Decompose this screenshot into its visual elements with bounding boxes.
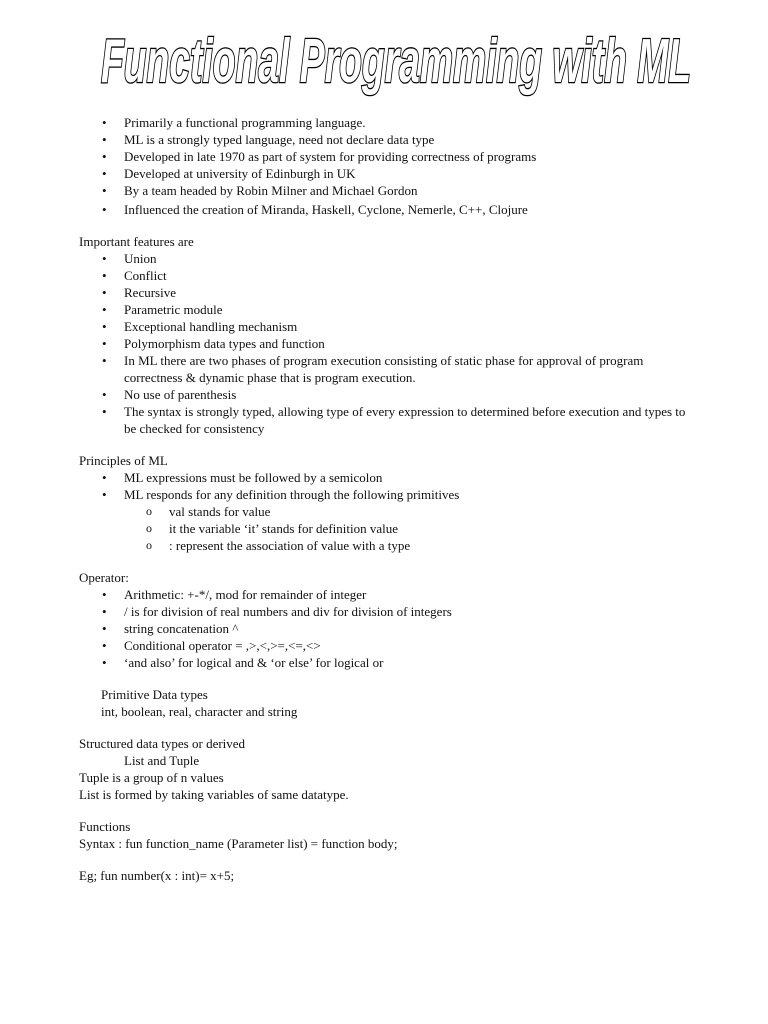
list-item: • ML responds for any definition through the following primitives (0, 486, 768, 503)
list-item: • Developed at university of Edinburgh in UK (0, 165, 768, 182)
intro-list (0, 114, 768, 218)
principles-heading: Principles of ML (79, 453, 168, 468)
list-item: • Parametric module (0, 301, 768, 318)
list-item: • Arithmetic: +-*/, mod for remainder of integer (0, 586, 768, 603)
functions-heading: Functions (79, 819, 131, 834)
list-item: • ML is a strongly typed language, need not declare data type (0, 131, 768, 148)
list-item: • ML expressions must be followed by a semicolon (0, 469, 768, 486)
list-item: • Conflict (0, 267, 768, 284)
primitives-sublist (0, 503, 768, 554)
list-item: • Polymorphism data types and function (0, 335, 768, 352)
list-item: • By a team headed by Robin Milner and Michael Gordon (0, 182, 768, 199)
sublist-item: o : represent the association of value with a type (0, 537, 768, 554)
list-item: • Union (0, 250, 768, 267)
functions-syntax: Syntax : fun function_name (Parameter list) = function body; (79, 836, 398, 851)
list-item: • In ML there are two phases of program execution consisting of static phase for approval of program correctness & dynamic phase that is program execution. (0, 352, 768, 386)
document-body (0, 114, 768, 884)
sublist-item: o val stands for value (0, 503, 768, 520)
list-item: • Primarily a functional programming language. (0, 114, 768, 131)
spacer (0, 852, 768, 867)
list-item: • Developed in late 1970 as part of system for providing correctness of programs (0, 148, 768, 165)
structured-sub: List and Tuple (124, 753, 200, 768)
list-item: • Influenced the creation of Miranda, Haskell, Cyclone, Nemerle, C++, Clojure (0, 201, 768, 218)
list-item: • Conditional operator = ,>,<,>=,<=,<> (0, 637, 768, 654)
spacer (0, 671, 768, 686)
structured-heading: Structured data types or derived (79, 736, 246, 751)
features-heading: Important features are (79, 234, 194, 249)
operator-heading: Operator: (79, 570, 129, 585)
list-item: • Exceptional handling mechanism (0, 318, 768, 335)
primitive-text: int, boolean, real, character and string (101, 704, 298, 719)
principles-list (0, 469, 768, 503)
list-item: • string concatenation ^ (0, 620, 768, 637)
page-title (96, 26, 696, 98)
list-line: List is formed by taking variables of same datatype. (79, 787, 349, 802)
list-item: • No use of parenthesis (0, 386, 768, 403)
title-wordart (96, 26, 696, 98)
list-item: • / is for division of real numbers and div for division of integers (0, 603, 768, 620)
tuple-line: Tuple is a group of n values (79, 770, 224, 785)
title-text: Functional Programming with ML (101, 27, 691, 96)
operator-list (0, 586, 768, 671)
functions-example: Eg; fun number(x : int)= x+5; (79, 868, 235, 883)
list-item: • The syntax is strongly typed, allowing type of every expression to determined before execution and types to be checked for consistency (0, 403, 768, 437)
primitive-heading: Primitive Data types (101, 687, 208, 702)
features-list (0, 250, 768, 437)
list-item: • Recursive (0, 284, 768, 301)
sublist-item: o it the variable ‘it’ stands for definition value (0, 520, 768, 537)
list-item: • ‘and also’ for logical and & ‘or else’ for logical or (0, 654, 768, 671)
